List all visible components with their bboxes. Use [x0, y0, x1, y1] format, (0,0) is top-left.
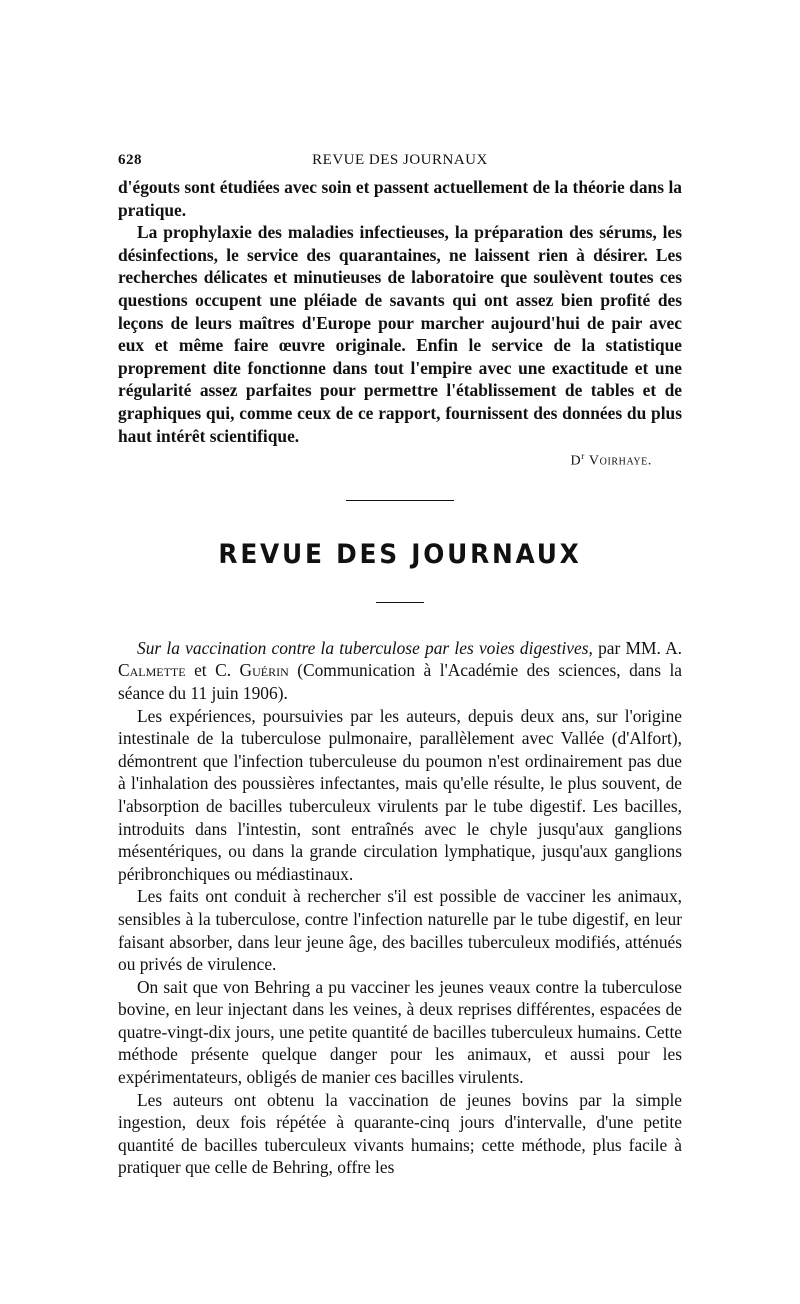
- author-name: Calmette: [118, 660, 186, 681]
- running-head: [118, 148, 682, 176]
- article: [118, 637, 682, 1179]
- paragraph: Les expériences, poursuivies par les auteurs, depuis deux ans, sur l'origine intestinale de la tuberculose pulmonaire, parallèlement avec Vallée (d'Alfort), démontrent que l'infection tuberculeuse du poumon n'est ordinairement pas due à l'inhalation des poussières infectantes, mais qu'elle résulte, le plus souvent, de l'absorption de bacilles tuberculeux virulents par le tube digestif. Les bacilles, introduits dans l'intestin, sont entraînés avec le chyle jusqu'aux ganglions mésentériques, ou dans la grande circulation lymphatique, jusqu'aux ganglions péribronchiques ou médiastinaux.: [118, 705, 682, 884]
- previous-article-conclusion: [118, 176, 682, 447]
- signature-superscript: r: [581, 451, 585, 462]
- paragraph: On sait que von Behring a pu vacciner les jeunes veaux contre la tuberculose bovine, en leur injectant dans les veines, à deux reprises différentes, espacées de quatre-vingt-dix jours, une petite quantité de bacilles tuberculeux humains. Cette méthode présente quelque danger pour les animaux, et aussi pour les expérimentateurs, obligés de manier ces bacilles virulents.: [118, 976, 682, 1088]
- author-name: Guérin: [239, 660, 289, 681]
- signature-prefix: D: [570, 453, 582, 469]
- paragraph: Les auteurs ont obtenu la vaccination de jeunes bovins par la simple ingestion, deux fois répétée à quarante-cinq jours d'intervalle, d'une petite quantité de bacilles tuberculeux vivants humains; cette méthode, plus facile à pratiquer que celle de Behring, offre les: [118, 1089, 682, 1178]
- article-title: Sur la vaccination contre la tuberculose par les voies digestives,: [137, 637, 593, 658]
- signature-name: Voirhaye.: [588, 453, 652, 469]
- paragraph: La prophylaxie des maladies infectieuses, la préparation des sérums, les désinfections, le service des quarantaines, ne laissent rien à désirer. Les recherches délicates et minutieuses de laboratoire que soulèvent toutes ces questions occupent une pléiade de savants qui ont assez bien profité des leçons de leurs maîtres d'Europe pour marcher aujourd'hui de pair avec eux et même faire œuvre originale. Enfin le service de la statistique proprement dite fonctionne dans tout l'empire avec une exactitude et une régularité assez parfaites pour permettre l'établissement de tables et de graphiques qui, comme ceux de ce rapport, fournissent des données du plus haut intérêt scientifique.: [118, 222, 682, 446]
- document-page: [118, 148, 682, 1179]
- title-divider: [376, 602, 424, 603]
- section-title: REVUE DES JOURNAUX: [218, 538, 582, 570]
- article-and: et C.: [185, 660, 240, 681]
- article-heading: [118, 637, 682, 705]
- paragraph: d'égouts sont étudiées avec soin et passent actuellement de la théorie dans la pratique.: [118, 177, 682, 220]
- running-head-title: REVUE DES JOURNAUX: [312, 152, 488, 168]
- author-signature: [118, 451, 682, 470]
- section-divider: [346, 500, 454, 501]
- page-number: 628: [118, 152, 142, 168]
- paragraph: Les faits ont conduit à rechercher s'il est possible de vacciner les animaux, sensibles à la tuberculose, contre l'infection naturelle par le tube digestif, en leur faisant absorber, dans leur jeune âge, des bacilles tuberculeux modifiés, atténués ou privés de virulence.: [118, 886, 682, 975]
- article-source: (Communication à l'Académie des sciences, dans la séance du 11 juin 1906).: [118, 660, 682, 703]
- article-by: par MM. A.: [592, 637, 682, 658]
